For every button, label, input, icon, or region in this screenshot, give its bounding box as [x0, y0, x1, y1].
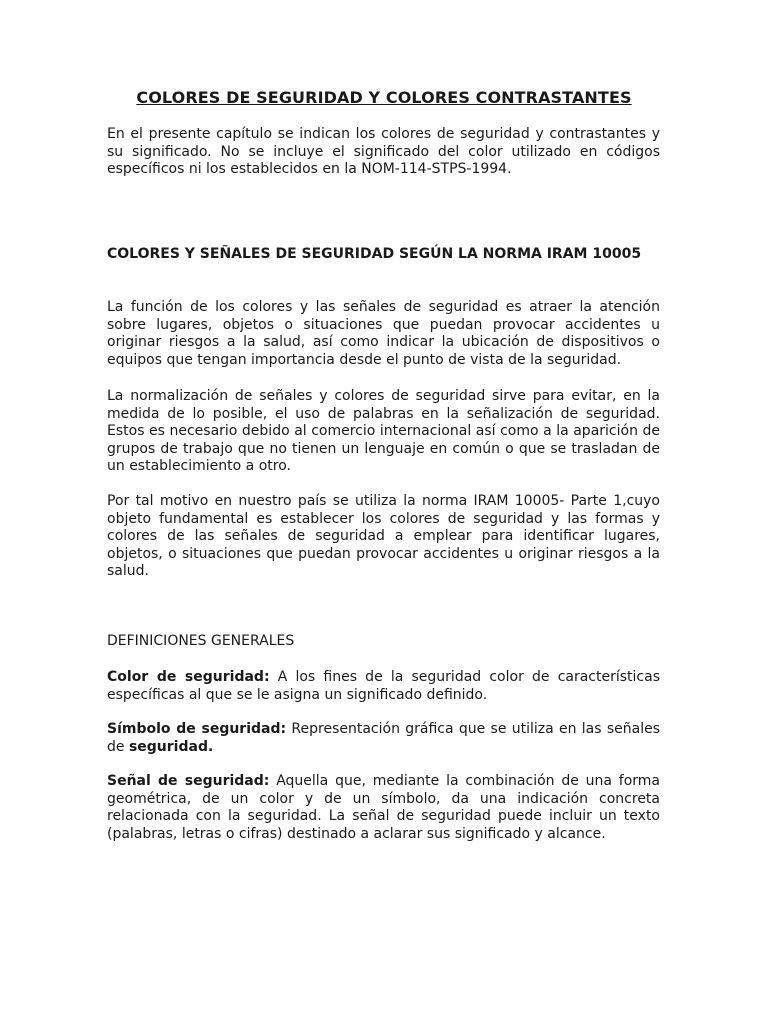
paragraph-normalization: La normalización de señales y colores de seguridad sirve para evitar, en la medida de lo posible, el uso de palabras en la señalización de seguridad. Estos es necesario debido al comercio internacional así como a la aparición de grupos de trabajo que no tienen un lenguaje en común o que se trasladan de un establecimiento a otro. — [107, 388, 660, 475]
definition-color — [107, 669, 660, 704]
definition-text: Aquella que, mediante la combinación de una forma geométrica, de un color y de un símbolo, da una indicación concreta relacionada con la seguridad. La señal de seguridad puede incluir un texto (palabras, letras o cifras) destinado a aclarar sus significado y alcance. — [107, 773, 660, 842]
definition-text: Representación gráfica que se utiliza en las señales de — [107, 721, 660, 755]
definition-term: Color de seguridad: — [107, 669, 270, 685]
intro-paragraph: En el presente capítulo se indican los colores de seguridad y contrastantes y su significado. No se incluye el significado del color utilizado en códigos específicos ni los establecidos en la NOM-114-STPS-1994. — [107, 126, 660, 178]
definition-term: Símbolo de seguridad: — [107, 721, 287, 737]
section-heading-iram: COLORES Y SEÑALES DE SEGURIDAD SEGÚN LA NORMA IRAM 10005 — [107, 246, 642, 262]
definition-text: A los fines de la seguridad color de características específicas al que se le asigna un significado definido. — [107, 669, 660, 703]
document-title: COLORES DE SEGURIDAD Y COLORES CONTRASTANTES — [136, 88, 632, 107]
paragraph-iram-norm: Por tal motivo en nuestro país se utiliza la norma IRAM 10005- Parte 1,cuyo objeto fundamental es establecer los colores de seguridad y las formas y colores de las señales de seguridad a emplear para identificar lugares, objetos, o situaciones que puedan provocar accidentes u originar riesgos a la salud. — [107, 493, 660, 580]
definition-term: Señal de seguridad: — [107, 773, 270, 789]
section-heading-definitions: DEFINICIONES GENERALES — [107, 633, 295, 649]
definition-term-end: seguridad. — [128, 738, 214, 755]
definition-symbol — [107, 721, 660, 756]
definition-signal — [107, 773, 660, 843]
paragraph-function: La función de los colores y las señales de seguridad es atraer la atención sobre lugares, objetos o situaciones que puedan provocar accidentes u originar riesgos a la salud, así como indicar la ubicación de dispositivos o equipos que tengan importancia desde el punto de vista de la seguridad. — [107, 299, 660, 368]
